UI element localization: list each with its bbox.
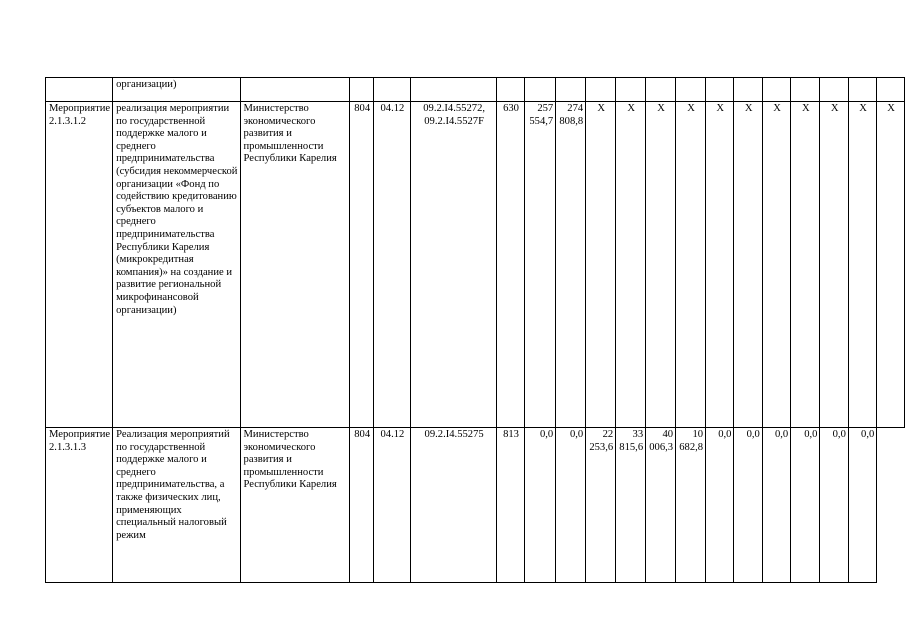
value-cell: Х — [848, 102, 876, 428]
value-cell: 0,0 — [791, 428, 820, 583]
value-cell: 274 808,8 — [556, 102, 586, 428]
activity-code-cell: Мероприятие 2.1.3.1.2 — [46, 102, 113, 428]
value-cell: Х — [734, 102, 762, 428]
table-row — [46, 102, 905, 428]
expense-type-cell: 813 — [497, 428, 524, 583]
value-cell: Х — [586, 102, 616, 428]
value-cell: 0,0 — [706, 428, 734, 583]
section-code-cell: 04.12 — [374, 428, 411, 583]
value-cell: 0,0 — [762, 428, 790, 583]
value-cell: Х — [676, 102, 706, 428]
value-cell — [762, 78, 790, 102]
value-cell — [586, 78, 616, 102]
value-cell — [877, 78, 905, 102]
value-cell — [820, 78, 848, 102]
expense-type-cell — [497, 78, 524, 102]
value-cell: Х — [877, 102, 905, 428]
activity-description-cell: Реализация мероприятий по государственной поддержке малого и среднего предпринимательства, а также физических лиц, применяющих специальный налоговый режим — [113, 428, 240, 583]
value-cell: Х — [616, 102, 646, 428]
value-cell — [791, 78, 820, 102]
value-cell: Х — [762, 102, 790, 428]
activity-code-cell: Мероприятие 2.1.3.1.3 — [46, 428, 113, 583]
responsible-executor-cell: Министерство экономического развития и промышленности Республики Карелия — [240, 102, 350, 428]
value-cell: 0,0 — [524, 428, 556, 583]
value-cell — [734, 78, 762, 102]
value-cell — [524, 78, 556, 102]
value-cell: 10 682,8 — [676, 428, 706, 583]
activity-description-cell: реализация мероприятии по государственной поддержке малого и среднего предпринимательства (субсидия некоммерческой организации «Фонд по содействию кредитованию субъектов малого и среднего предпринимательства Республики Карелия (микрокредитная компания)» на создание и развитие региональной микрофинансовой организации) — [113, 102, 240, 428]
value-cell: 257 554,7 — [524, 102, 556, 428]
value-cell: 0,0 — [734, 428, 762, 583]
activity-description-cell: организации) — [113, 78, 240, 102]
value-cell — [616, 78, 646, 102]
budget-table — [45, 77, 905, 583]
value-cell: 0,0 — [848, 428, 876, 583]
section-code-cell — [374, 78, 411, 102]
target-article-cell: 09.2.I4.55275 — [410, 428, 497, 583]
target-article-cell: 09.2.I4.55272, 09.2.I4.5527F — [410, 102, 497, 428]
responsible-executor-cell: Министерство экономического развития и промышленности Республики Карелия — [240, 428, 350, 583]
value-cell: 33 815,6 — [616, 428, 646, 583]
value-cell: 40 006,3 — [646, 428, 676, 583]
expense-type-cell: 630 — [497, 102, 524, 428]
value-cell — [706, 78, 734, 102]
value-cell: 0,0 — [556, 428, 586, 583]
table-row — [46, 78, 905, 102]
table-row — [46, 428, 905, 583]
value-cell: Х — [820, 102, 848, 428]
value-cell: Х — [791, 102, 820, 428]
value-cell: 0,0 — [820, 428, 848, 583]
value-cell — [556, 78, 586, 102]
grbs-code-cell — [350, 78, 374, 102]
grbs-code-cell: 804 — [350, 428, 374, 583]
value-cell: Х — [706, 102, 734, 428]
value-cell — [646, 78, 676, 102]
value-cell — [848, 78, 876, 102]
value-cell — [676, 78, 706, 102]
target-article-cell — [410, 78, 497, 102]
value-cell: Х — [646, 102, 676, 428]
responsible-executor-cell — [240, 78, 350, 102]
value-cell: 22 253,6 — [586, 428, 616, 583]
activity-code-cell — [46, 78, 113, 102]
grbs-code-cell: 804 — [350, 102, 374, 428]
section-code-cell: 04.12 — [374, 102, 411, 428]
